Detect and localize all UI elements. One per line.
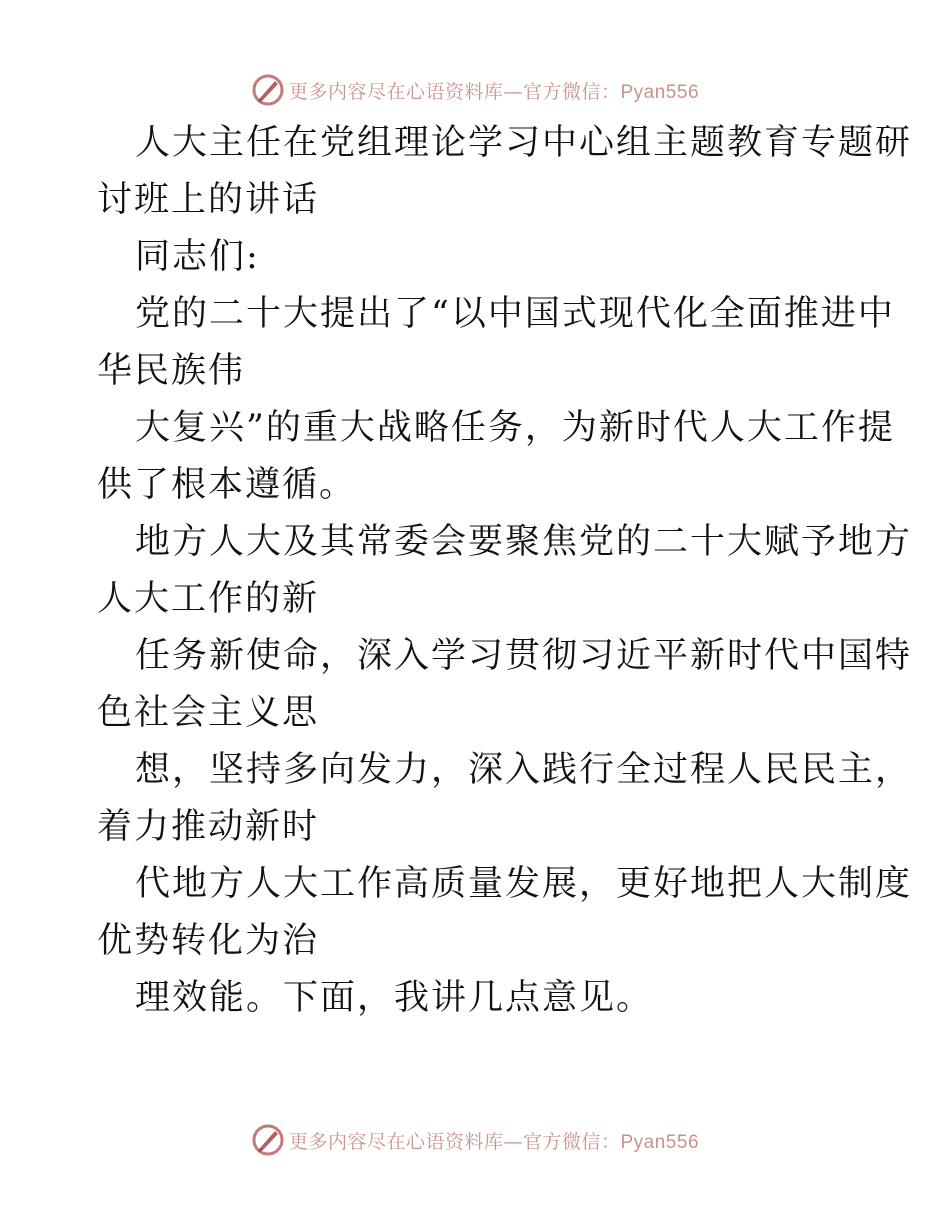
text-line: 大复兴”的重大战略任务，为新时代人大工作提 xyxy=(135,408,895,448)
text-line: 人大工作的新 xyxy=(97,579,320,619)
pen-logo-icon xyxy=(251,1123,285,1157)
text-line: 地方人大及其常委会要聚焦党的二十大赋予地方 xyxy=(135,522,913,562)
header-watermark xyxy=(0,70,950,110)
text-line: 理效能。下面，我讲几点意见。 xyxy=(135,978,654,1018)
watermark-wechat: 官方微信：Pyan556 xyxy=(523,81,700,103)
text-line: 人大主任在党组理论学习中心组主题教育专题研 xyxy=(135,123,913,163)
watermark-wechat: 官方微信：Pyan556 xyxy=(523,1131,700,1153)
text-line: 想，坚持多向发力，深入践行全过程人民民主， xyxy=(135,750,913,790)
text-line: 代地方人大工作高质量发展，更好地把人大制度 xyxy=(135,864,913,904)
text-line: 优势转化为治 xyxy=(97,921,320,961)
watermark-site: 更多内容尽在心语资料库— xyxy=(288,80,523,103)
text-line: 色社会主义思 xyxy=(97,693,320,733)
text-line: 讨班上的讲话 xyxy=(97,180,320,220)
footer-watermark xyxy=(0,1120,950,1160)
text-line: 华民族伟 xyxy=(97,351,246,391)
text-line: 供了根本遵循。 xyxy=(97,465,357,505)
watermark-text xyxy=(289,77,699,104)
watermark-site: 更多内容尽在心语资料库— xyxy=(288,1130,523,1153)
text-line: 着力推动新时 xyxy=(97,807,320,847)
text-line: 任务新使命，深入学习贯彻习近平新时代中国特 xyxy=(135,636,913,676)
document-body xyxy=(97,123,913,1035)
pen-logo-icon xyxy=(251,73,285,107)
watermark-text xyxy=(289,1127,699,1154)
text-line: 党的二十大提出了“以中国式现代化全面推进中 xyxy=(135,294,895,334)
text-line: 同志们: xyxy=(135,237,260,277)
